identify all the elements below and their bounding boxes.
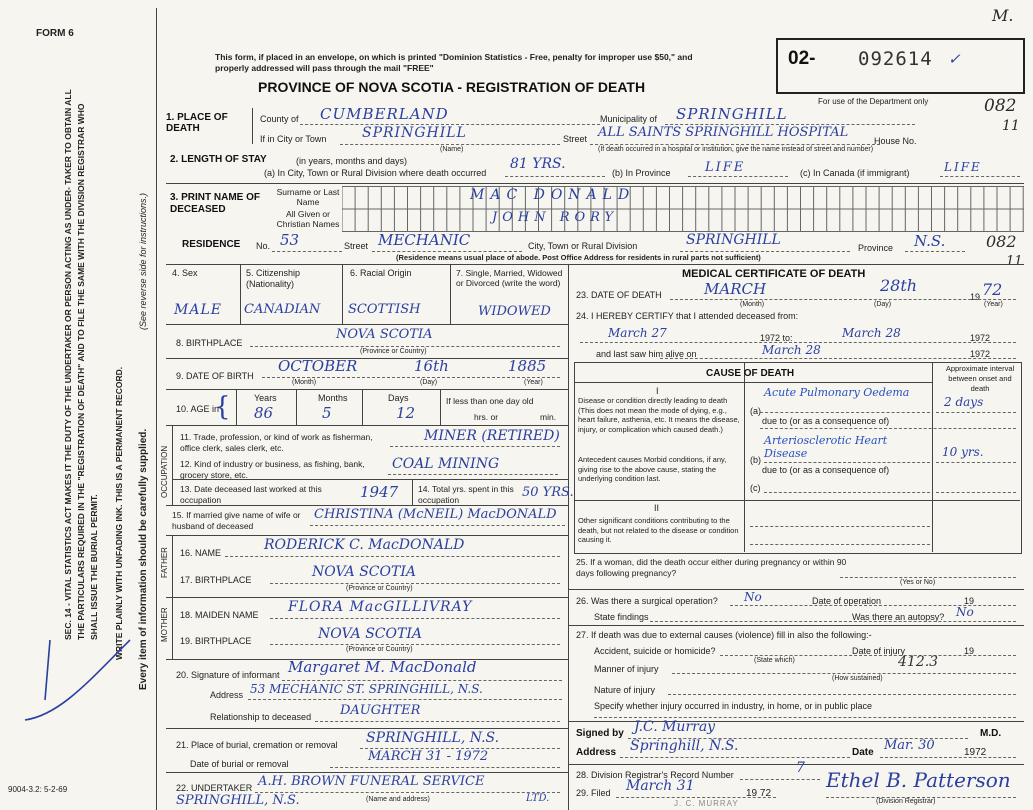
- relationship-value: DAUGHTER: [340, 703, 421, 718]
- burial-date-label: Date of burial or removal: [190, 759, 289, 769]
- age-years: 86: [254, 404, 274, 422]
- form-title: PROVINCE OF NOVA SCOTIA - REGISTRATION OF DEATH: [258, 79, 646, 95]
- mother-side-label: MOTHER: [160, 607, 169, 642]
- death-month: MARCH: [704, 280, 767, 298]
- undertaker-name: A.H. BROWN FUNERAL SERVICE: [258, 774, 485, 789]
- occupation-side-label: OCCUPATION: [160, 445, 169, 498]
- q26-label: 26. Was there a surgical operation?: [576, 596, 718, 606]
- op-date-label: Date of operation: [812, 596, 882, 606]
- age-bracket: {: [214, 392, 231, 422]
- med-date-label: Date: [852, 747, 874, 758]
- instructions-text: (See reverse side for instructions.): [138, 192, 148, 330]
- dept-code-2: 11: [1002, 118, 1020, 134]
- racial-value: SCOTTISH: [348, 302, 421, 317]
- days-label: Days: [388, 393, 409, 403]
- place-of-death-label: 1. PLACE OF DEATH: [166, 112, 228, 134]
- street-value: ALL SAINTS SPRINGHILL HOSPITAL: [598, 125, 849, 140]
- medical-certificate-title: MEDICAL CERTIFICATE OF DEATH: [682, 268, 866, 280]
- industry-label: 12. Kind of industry or business, as fishing, bank, grocery store, etc.: [180, 459, 365, 480]
- attended-from: March 27: [608, 326, 667, 340]
- med-address-label: Address: [576, 747, 617, 758]
- stay-a-value: 81 YRS.: [510, 156, 566, 172]
- name-grid: [342, 186, 1024, 232]
- marital-label: 7. Single, Married, Widowed or Divorced (write the word): [456, 268, 563, 288]
- province-label: Province: [858, 243, 894, 253]
- yes-no-caption: (Yes or No): [900, 579, 936, 586]
- hrs-label: hrs. or: [474, 412, 499, 422]
- registration-prefix: 02-: [788, 48, 816, 69]
- name-caption: (Name): [440, 146, 464, 153]
- dept-use-label: For use of the Department only: [818, 97, 929, 106]
- disease-label: Disease or condition directly leading to death (This does not mean the mode of dying, e.g., heart failure, asthenia, etc. It means the disease, injury, or complication which caused death.): [578, 396, 740, 434]
- street-label: Street: [563, 134, 588, 144]
- father-name-label: 16. NAME: [180, 548, 222, 558]
- injury-date-label: Date of injury: [852, 646, 906, 656]
- undertaker-label: 22. UNDERTAKER: [176, 783, 253, 793]
- registration-number: 092614: [858, 48, 933, 70]
- county-value: CUMBERLAND: [320, 105, 449, 123]
- father-name-value: RODERICK C. MacDONALD: [264, 537, 465, 553]
- mother-birthplace-value: NOVA SCOTIA: [318, 626, 422, 642]
- sec14-text: SEC. 14 - VITAL STATISTICS ACT MAKES IT THE DUTY OF THE UNDERTAKER OR PERSON ACTING AS UNDER- TAKER TO OBTAIN ALL THE PARTICULARS REQUIRED IN THE "REGISTRATION OF DEATH" AND TO FILE THE SAME WITH THE DIVISION REGISTRAR WHO SHALL ISSUE THE BURIAL PERMIT.: [63, 89, 99, 640]
- province-value: N.S.: [914, 232, 946, 250]
- county-label: County of: [260, 114, 299, 124]
- death-month-caption: (Month): [740, 301, 765, 308]
- specify-label: Specify whether injury occurred in industry, in home, or in public place: [594, 701, 872, 711]
- birthplace-label: 8. BIRTHPLACE: [176, 338, 243, 348]
- residence-code-1: 082: [986, 232, 1017, 251]
- burial-place-value: SPRINGHILL, N.S.: [366, 730, 500, 746]
- nature-label: Nature of injury: [594, 685, 656, 695]
- dob-label: 9. DATE OF BIRTH: [176, 371, 254, 381]
- dob-day-caption: (Day): [420, 379, 438, 386]
- form-code: 9004-3.2: 5-2-69: [8, 785, 68, 794]
- every-item-text: Every item of information should be carefully supplied.: [138, 428, 149, 690]
- death-year-caption: (Year): [984, 301, 1003, 308]
- min-label: min.: [540, 412, 557, 422]
- antecedent-label: Antecedent causes Morbid conditions, if any, giving rise to the above cause, stating the underlying condition last.: [578, 455, 727, 483]
- print-name-label: 3. PRINT NAME OF DECEASED: [170, 192, 261, 215]
- informant-sig-label: 20. Signature of informant: [176, 670, 280, 680]
- q28-label: 28. Division Registrar's Record Number: [576, 770, 734, 780]
- municipality-value: SPRINGHILL: [676, 105, 788, 123]
- father-birthplace-caption: (Province or Country): [346, 585, 413, 592]
- industry-value: COAL MINING: [392, 456, 500, 472]
- age-months: 5: [322, 404, 332, 422]
- date-of-death-label: 23. DATE OF DEATH: [576, 290, 662, 300]
- informant-address-label: Address: [210, 690, 244, 700]
- death-day: 28th: [880, 276, 918, 295]
- cause-of-death-title: CAUSE OF DEATH: [706, 368, 795, 379]
- residence-city: SPRINGHILL: [686, 232, 781, 248]
- last-worked-label: 13. Date deceased last worked at this occupation: [180, 484, 322, 505]
- cause-c-label: (c): [750, 483, 761, 493]
- residence-city-label: City, Town or Rural Division: [528, 241, 638, 251]
- accident-label: Accident, suicide or homicide?: [594, 646, 716, 656]
- attended-from-year: 1972 to:: [760, 333, 793, 343]
- q27-label: 27. If death was due to external causes (violence) fill in also the following:-: [576, 630, 872, 640]
- registrar-caption: (Division Registrar): [876, 798, 936, 805]
- informant-signature: Margaret M. MacDonald: [288, 658, 477, 676]
- surname-value: MAC DONALD: [470, 187, 636, 203]
- sex-value: MALE: [174, 302, 222, 318]
- interval-b-value: 10 yrs.: [942, 445, 984, 459]
- relationship-label: Relationship to deceased: [210, 712, 312, 722]
- manner-label: Manner of injury: [594, 664, 659, 674]
- registrar-signature: Ethel B. Patterson: [826, 768, 1011, 792]
- birthplace-caption: (Province or Country): [360, 348, 427, 355]
- residence-no: 53: [280, 231, 300, 249]
- form-number: FORM 6: [36, 28, 74, 39]
- other-conditions-label: Other significant conditions contributing to the death, but not related to the disease or condition causing it.: [578, 516, 739, 544]
- death-year: 72: [982, 280, 1003, 299]
- registration-check: ✓: [948, 50, 961, 68]
- father-side-label: FATHER: [160, 547, 169, 578]
- cause-a-value: Acute Pulmonary Oedema: [764, 386, 910, 399]
- md-label: M.D.: [980, 728, 1002, 739]
- med-date-year: 1972: [964, 747, 987, 758]
- med-date-value: Mar. 30: [884, 738, 935, 753]
- sex-label: 4. Sex: [172, 268, 198, 278]
- stay-a-label: (a) In City, Town or Rural Division where death occurred: [264, 168, 487, 178]
- father-birthplace-value: NOVA SCOTIA: [312, 564, 416, 580]
- spouse-label: 15. If married give name of wife or husband of deceased: [172, 510, 301, 531]
- municipality-label: Municipality of: [600, 114, 658, 124]
- injury-year: 19: [964, 646, 975, 656]
- residence-street-label: Street: [344, 241, 369, 251]
- hospital-note: (If death occurred in a hospital or institution, give the name instead of street and number): [598, 146, 874, 153]
- certify-label: 24. I HEREBY CERTIFY that I attended deceased from:: [576, 311, 799, 321]
- citizenship-value: CANADIAN: [244, 302, 321, 317]
- age-label: 10. AGE in: [176, 404, 220, 414]
- city-value: SPRINGHILL: [362, 125, 467, 141]
- undertaker-ltd: LTD.: [526, 793, 550, 804]
- roman-two: II: [654, 503, 660, 513]
- years-label: Years: [254, 393, 277, 403]
- residence-no-label: No.: [256, 241, 271, 251]
- due-to-label-b: due to (or as a consequence of): [762, 465, 890, 475]
- autopsy-answer: No: [956, 605, 974, 619]
- dob-month: OCTOBER: [278, 357, 358, 375]
- signed-by-label: Signed by: [576, 728, 624, 739]
- stay-c-value: LIFE: [944, 160, 982, 174]
- cause-b-label: (b): [750, 455, 761, 465]
- surname-label: Surname or Last Name: [276, 187, 340, 207]
- record-number: 7: [796, 760, 805, 776]
- corner-mark: M.: [992, 6, 1014, 25]
- last-saw-value: March 28: [762, 343, 821, 357]
- q25-label: 25. If a woman, did the death occur either during pregnancy or within 90 days following pregnancy?: [576, 557, 847, 578]
- state-findings-label: State findings: [594, 612, 649, 622]
- roman-one: I: [656, 386, 659, 396]
- q26-answer: No: [744, 590, 762, 604]
- total-years-value: 50 YRS.: [522, 485, 574, 500]
- burial-place-label: 21. Place of burial, cremation or removal: [176, 740, 338, 750]
- stay-b-label: (b) In Province: [612, 168, 671, 178]
- write-plainly-text: WRITE PLAINLY WITH UNFADING INK. THIS IS A PERMANENT RECORD.: [114, 366, 124, 660]
- last-worked-value: 1947: [360, 483, 399, 501]
- stay-c-label: (c) In Canada (if immigrant): [800, 168, 910, 178]
- citizenship-label: 5. Citizenship (Nationality): [246, 268, 301, 289]
- cause-b-value: Arteriosclerotic Heart Disease: [764, 434, 888, 460]
- how-sustained-caption: (How sustained): [832, 675, 883, 682]
- length-of-stay-label: 2. LENGTH OF STAY: [170, 154, 267, 165]
- dob-year-caption: (Year): [524, 379, 543, 386]
- op-year: 19: [964, 596, 975, 606]
- dob-day: 16th: [414, 357, 449, 375]
- residence-street: MECHANIC: [378, 231, 471, 249]
- trade-label: 11. Trade, profession, or kind of work as fisherman, office clerk, sales clerk, etc.: [180, 432, 373, 453]
- filed-year: 19 72: [746, 788, 772, 799]
- age-days: 12: [396, 404, 416, 422]
- last-saw-label: and last saw him alive on: [596, 349, 697, 359]
- marital-value: WIDOWED: [478, 304, 551, 319]
- state-which-caption: (State which): [754, 657, 795, 664]
- total-years-label: 14. Total yrs. spent in this occupation: [418, 484, 514, 505]
- approx-interval-label: Approximate interval between onset and death: [945, 364, 1015, 393]
- informant-address: 53 MECHANIC ST. SPRINGHILL, N.S.: [250, 682, 483, 696]
- cause-a-label: (a): [750, 406, 761, 416]
- due-to-label-a: due to (or as a consequence of): [762, 416, 890, 426]
- doctor-stamp: J. C. MURRAY: [674, 799, 739, 808]
- stay-b-value: LIFE: [705, 160, 746, 175]
- mother-name-label: 18. MAIDEN NAME: [180, 610, 259, 620]
- dept-code-1: 082: [984, 96, 1017, 116]
- filed-value: March 31: [626, 778, 695, 794]
- months-label: Months: [318, 393, 348, 403]
- father-birthplace-label: 17. BIRTHPLACE: [180, 575, 252, 585]
- mother-name-value: FLORA MacGILLIVRAY: [288, 599, 473, 615]
- residence-code-2: 11: [1006, 254, 1023, 269]
- cause-code: 412.3: [898, 654, 939, 670]
- given-value: JOHN RORY: [492, 210, 619, 225]
- burial-date-value: MARCH 31 - 1972: [368, 749, 489, 764]
- interval-a-value: 2 days: [944, 395, 984, 409]
- signed-by-value: J.C. Murray: [634, 719, 716, 735]
- attended-to: March 28: [842, 326, 901, 340]
- death-day-caption: (Day): [874, 301, 892, 308]
- birthplace-value: NOVA SCOTIA: [336, 327, 433, 342]
- residence-label: RESIDENCE: [182, 239, 241, 250]
- mother-birthplace-caption: (Province or Country): [346, 646, 413, 653]
- undertaker-caption: (Name and address): [366, 796, 430, 803]
- racial-label: 6. Racial Origin: [350, 268, 412, 278]
- city-label: If in City or Town: [260, 134, 327, 144]
- mailing-notice: This form, if placed in an envelope, on which is printed "Dominion Statistics - Free, penalty for improper use $50," and properly addressed will pass through the mail "FREE": [215, 52, 693, 73]
- margin-scribble: [20, 620, 140, 730]
- spouse-value: CHRISTINA (McNEIL) MacDONALD: [314, 507, 557, 522]
- dob-year: 1885: [508, 357, 547, 375]
- house-label: House No.: [874, 136, 917, 146]
- dob-month-caption: (Month): [292, 379, 317, 386]
- autopsy-label: Was there an autopsy?: [852, 612, 945, 622]
- length-of-stay-sub: (in years, months and days): [296, 156, 408, 166]
- mother-birthplace-label: 19. BIRTHPLACE: [180, 636, 252, 646]
- attended-to-year: 1972: [970, 333, 991, 343]
- trade-value: MINER (RETIRED): [424, 428, 560, 444]
- undertaker-town: SPRINGHILL, N.S.: [176, 793, 300, 808]
- given-label: All Given or Christian Names: [276, 209, 340, 229]
- last-saw-year: 1972: [970, 349, 991, 359]
- less-than-day-label: If less than one day old: [446, 396, 534, 406]
- q29-label: 29. Filed: [576, 788, 611, 798]
- med-address-value: Springhill, N.S.: [630, 738, 739, 754]
- death-year-prefix: 19: [970, 292, 981, 302]
- residence-note: (Residence means usual place of abode. Post Office Address for residents in rural parts not sufficient): [396, 253, 761, 262]
